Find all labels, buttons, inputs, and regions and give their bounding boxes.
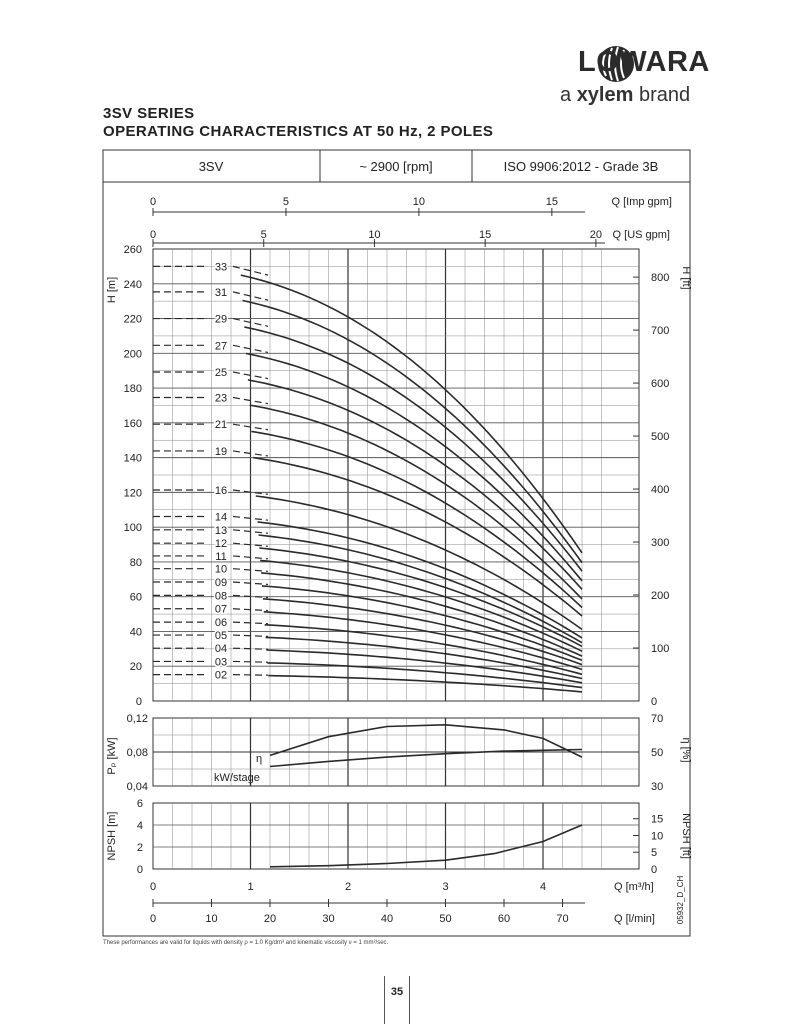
tick-label-q-m3h: 3 [442,881,449,893]
curve-label-07: 07 [214,603,228,616]
brand-name: LOWARA [578,46,710,78]
tick-label-h-m: 160 [123,417,142,430]
tick-label-h-m: 80 [129,556,142,569]
curve-label-kw: kW/stage [214,772,260,784]
curve-dashed-03 [233,661,268,662]
tick-label-h-ft: 200 [651,590,670,603]
curve-29 [244,327,582,571]
tick-label-h-ft: 600 [651,378,670,391]
tick-label-h-ft: 0 [651,696,658,708]
curve-label-05: 05 [214,630,228,643]
tick-label-h-m: 60 [129,591,142,604]
tick-label-npsh-ft: 0 [651,864,658,876]
page-number-box [384,976,410,1024]
tick-label-h-m: 260 [123,244,142,256]
tick-label-kw: 0,04 [126,781,148,793]
axis-label-q-lpm: Q [l/min] [614,913,655,925]
chart-title: OPERATING CHARACTERISTICS AT 50 Hz, 2 POLES [103,123,494,140]
tick-label-h-ft: 700 [651,325,670,338]
tick-label-q-lpm: 0 [149,913,157,925]
tick-label-npsh-ft: 5 [651,847,658,860]
curve-label-13: 13 [214,524,228,537]
curve-label-09: 09 [214,577,228,590]
tick-label-q-m3h: 0 [149,881,157,893]
curve-label-04: 04 [214,643,228,656]
tick-label-h-m: 200 [123,348,142,361]
header-speed: ~ 2900 [rpm] [359,159,433,174]
tick-label-npsh-ft: 15 [651,813,664,826]
curve-dashed-05 [233,635,268,636]
curve-label-02: 02 [214,669,228,682]
tick-label-eta: 30 [651,781,664,793]
tick-label-h-m: 120 [123,487,142,500]
tick-label-us-gpm: 20 [589,229,603,241]
series-title: 3SV SERIES [103,105,195,122]
axis-label-eta: η [%] [680,737,692,763]
tick-label-npsh-m: 4 [136,820,143,832]
tick-label-q-lpm: 60 [497,913,511,925]
curve-label-31: 31 [214,286,228,299]
curve-23 [250,405,582,599]
tick-label-imp-gpm: 10 [412,196,426,208]
curve-label-eta: η [256,753,263,765]
tick-label-q-lpm: 20 [263,913,277,925]
tick-label-us-gpm: 10 [368,229,381,241]
curve-label-06: 06 [214,617,228,630]
tick-label-q-m3h: 1 [247,881,254,893]
tick-label-q-lpm: 10 [205,913,218,925]
curve-label-03: 03 [214,656,228,669]
curve-05 [266,637,582,678]
curve-label-27: 27 [214,340,228,353]
tick-label-q-lpm: 70 [556,913,569,925]
axis-label-h-m: H [m] [106,276,118,304]
tick-label-npsh-m: 2 [136,842,143,854]
curve-dashed-06 [233,622,268,624]
header-model: 3SV [198,159,224,174]
tick-label-h-m: 0 [135,696,142,708]
tick-label-us-gpm: 15 [479,229,492,241]
header-standard: ISO 9906:2012 - Grade 3B [503,159,659,174]
curve-dashed-02 [233,675,268,676]
curve-label-16: 16 [214,485,228,498]
curve-label-19: 19 [214,445,228,458]
tick-label-q-lpm: 30 [322,913,335,925]
axis-label-npsh-ft: NPSH [ft] [680,813,692,859]
curve-label-14: 14 [214,511,228,524]
axis-label-us-gpm: Q [US gpm] [612,229,670,241]
curve-label-08: 08 [214,590,228,603]
axis-label-h-ft: H [ft] [680,266,692,290]
curve-label-12: 12 [214,538,228,551]
tick-label-h-ft: 300 [651,537,670,550]
tick-label-kw: 0,08 [126,747,148,759]
tick-label-h-m: 40 [129,626,142,639]
tick-label-h-m: 140 [123,452,142,465]
tick-label-h-m: 100 [123,522,142,535]
tick-label-h-m: 240 [123,278,142,291]
tick-label-imp-gpm: 15 [545,196,558,208]
tick-label-us-gpm: 0 [149,229,157,241]
curve-label-25: 25 [214,367,228,380]
axis-label-imp-gpm: Q [Imp gpm] [611,196,672,208]
tick-label-npsh-ft: 10 [651,830,664,843]
tick-label-h-ft: 400 [651,484,670,497]
tick-label-q-m3h: 2 [344,881,352,893]
tick-label-h-ft: 500 [651,431,670,444]
tick-label-imp-gpm: 5 [282,196,290,208]
curve-label-29: 29 [214,313,228,326]
tick-label-h-ft: 100 [651,643,670,656]
tick-label-us-gpm: 5 [260,229,267,241]
footnote: These performances are valid for liquids with density ρ = 1.0 Kg/dm³ and kinematic viscosity ν = 1 mm²/sec. [103,940,389,946]
curve-label-33: 33 [214,261,228,274]
tick-label-npsh-m: 0 [136,864,143,876]
npsh-panel [153,803,639,869]
axis-label-q-m3h: Q [m³/h] [614,881,654,893]
axis-label-kw: Pₚ [kW] [106,737,118,775]
curve-11 [260,560,582,651]
curve-19 [253,458,582,616]
curve-label-23: 23 [214,392,228,405]
page-number: 35 [390,986,404,998]
curve-label-11: 11 [215,550,227,563]
tick-label-eta: 70 [651,713,664,725]
tick-label-imp-gpm: 0 [149,196,157,208]
chart-code: 05932_D_CH [676,875,685,925]
tick-label-h-m: 220 [123,313,142,326]
tick-label-h-ft: 800 [651,272,670,285]
tick-label-npsh-m: 6 [136,798,143,810]
curve-27 [246,354,582,581]
tick-label-q-m3h: 4 [539,881,547,893]
tick-label-eta: 50 [651,747,664,759]
axis-label-npsh-m: NPSH [m] [106,811,118,861]
tick-label-kw: 0,12 [126,713,148,725]
tick-label-q-lpm: 50 [439,913,452,925]
curve-label-10: 10 [214,563,228,576]
tick-label-h-m: 180 [123,383,142,396]
curve-label-21: 21 [214,419,228,432]
tick-label-h-m: 20 [129,661,142,674]
brand-tagline: a xylem brand [560,84,691,106]
tick-label-q-lpm: 40 [380,913,394,925]
